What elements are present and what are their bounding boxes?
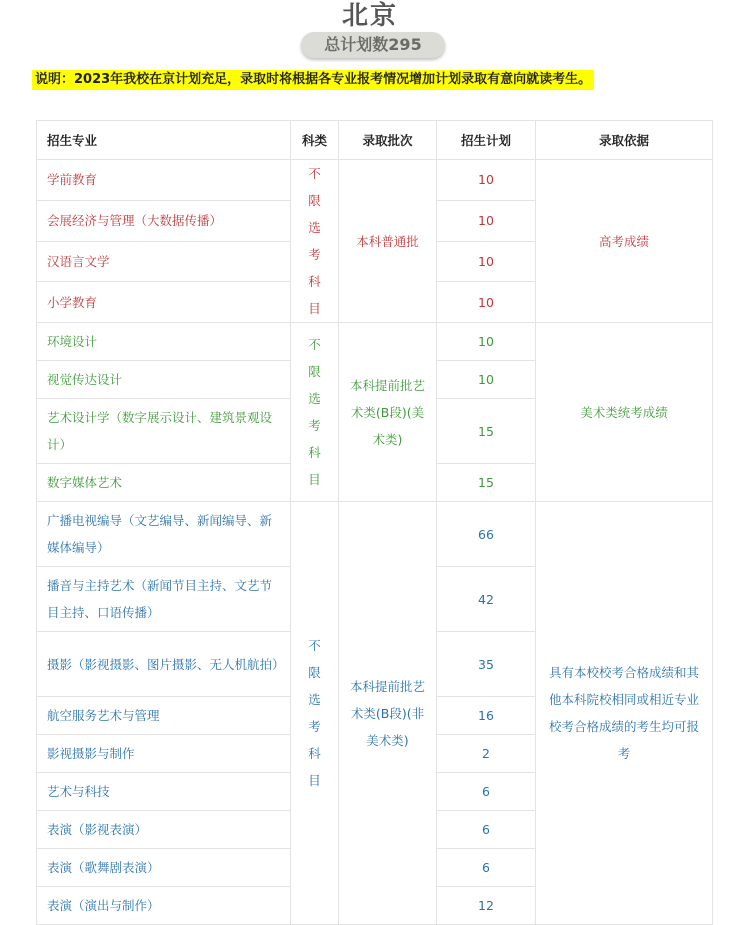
table-row: [37, 502, 713, 567]
plan-cell: 10: [437, 361, 536, 399]
plan-cell: 6: [437, 811, 536, 849]
basis-cell: 美术类统考成绩: [536, 323, 713, 502]
plan-cell: 35: [437, 632, 536, 697]
header-basis: 录取依据: [536, 121, 713, 160]
notice-text: 说明：2023年我校在京计划充足，录取时将根据各专业报考情况增加计划录取有意向就读考生。: [32, 70, 594, 90]
header-batch: 录取批次: [339, 121, 437, 160]
major-cell: 艺术设计学（数字展示设计、建筑景观设计）: [37, 399, 291, 464]
major-cell: 汉语言文学: [37, 241, 291, 282]
plan-cell: 10: [437, 241, 536, 282]
major-cell: 表演（歌舞剧表演）: [37, 849, 291, 887]
major-cell: 环境设计: [37, 323, 291, 361]
plan-cell: 10: [437, 323, 536, 361]
subject-cell: 不限选考科目: [291, 160, 339, 323]
table-header-row: [37, 121, 713, 160]
major-cell: 学前教育: [37, 160, 291, 201]
major-cell: 视觉传达设计: [37, 361, 291, 399]
plan-cell: 66: [437, 502, 536, 567]
plan-cell: 6: [437, 849, 536, 887]
page-title: 北京: [341, 1, 398, 31]
plan-cell: 16: [437, 697, 536, 735]
header-major: 招生专业: [37, 121, 291, 160]
major-cell: 表演（演出与制作）: [37, 887, 291, 925]
table-row: [37, 160, 713, 201]
batch-cell: 本科提前批艺术类(B段)(美术类): [339, 323, 437, 502]
major-cell: 航空服务艺术与管理: [37, 697, 291, 735]
page-header: [0, 0, 740, 64]
basis-cell: 具有本校校考合格成绩和其他本科院校相同或相近专业校考合格成绩的考生均可报考: [536, 502, 713, 925]
major-cell: 数字媒体艺术: [37, 464, 291, 502]
plan-cell: 6: [437, 773, 536, 811]
basis-cell: 高考成绩: [536, 160, 713, 323]
plan-cell: 10: [437, 160, 536, 201]
plan-cell: 15: [437, 464, 536, 502]
admission-plan-table: [36, 120, 713, 925]
major-cell: 摄影（影视摄影、图片摄影、无人机航拍）: [37, 632, 291, 697]
plan-cell: 10: [437, 282, 536, 323]
major-cell: 表演（影视表演）: [37, 811, 291, 849]
major-cell: 广播电视编导（文艺编导、新闻编导、新媒体编导）: [37, 502, 291, 567]
major-cell: 艺术与科技: [37, 773, 291, 811]
plan-cell: 42: [437, 567, 536, 632]
major-cell: 播音与主持艺术（新闻节目主持、文艺节目主持、口语传播）: [37, 567, 291, 632]
header-subject: 科类: [291, 121, 339, 160]
major-cell: 会展经济与管理（大数据传播）: [37, 200, 291, 241]
plan-cell: 15: [437, 399, 536, 464]
batch-cell: 本科普通批: [339, 160, 437, 323]
subject-cell: 不限选考科目: [291, 502, 339, 925]
subject-cell: 不限选考科目: [291, 323, 339, 502]
batch-cell: 本科提前批艺术类(B段)(非美术类): [339, 502, 437, 925]
plan-cell: 2: [437, 735, 536, 773]
total-plan-badge: 总计划数295: [301, 32, 445, 58]
table-row: [37, 323, 713, 361]
header-plan: 招生计划: [437, 121, 536, 160]
major-cell: 小学教育: [37, 282, 291, 323]
plan-cell: 10: [437, 200, 536, 241]
major-cell: 影视摄影与制作: [37, 735, 291, 773]
plan-cell: 12: [437, 887, 536, 925]
